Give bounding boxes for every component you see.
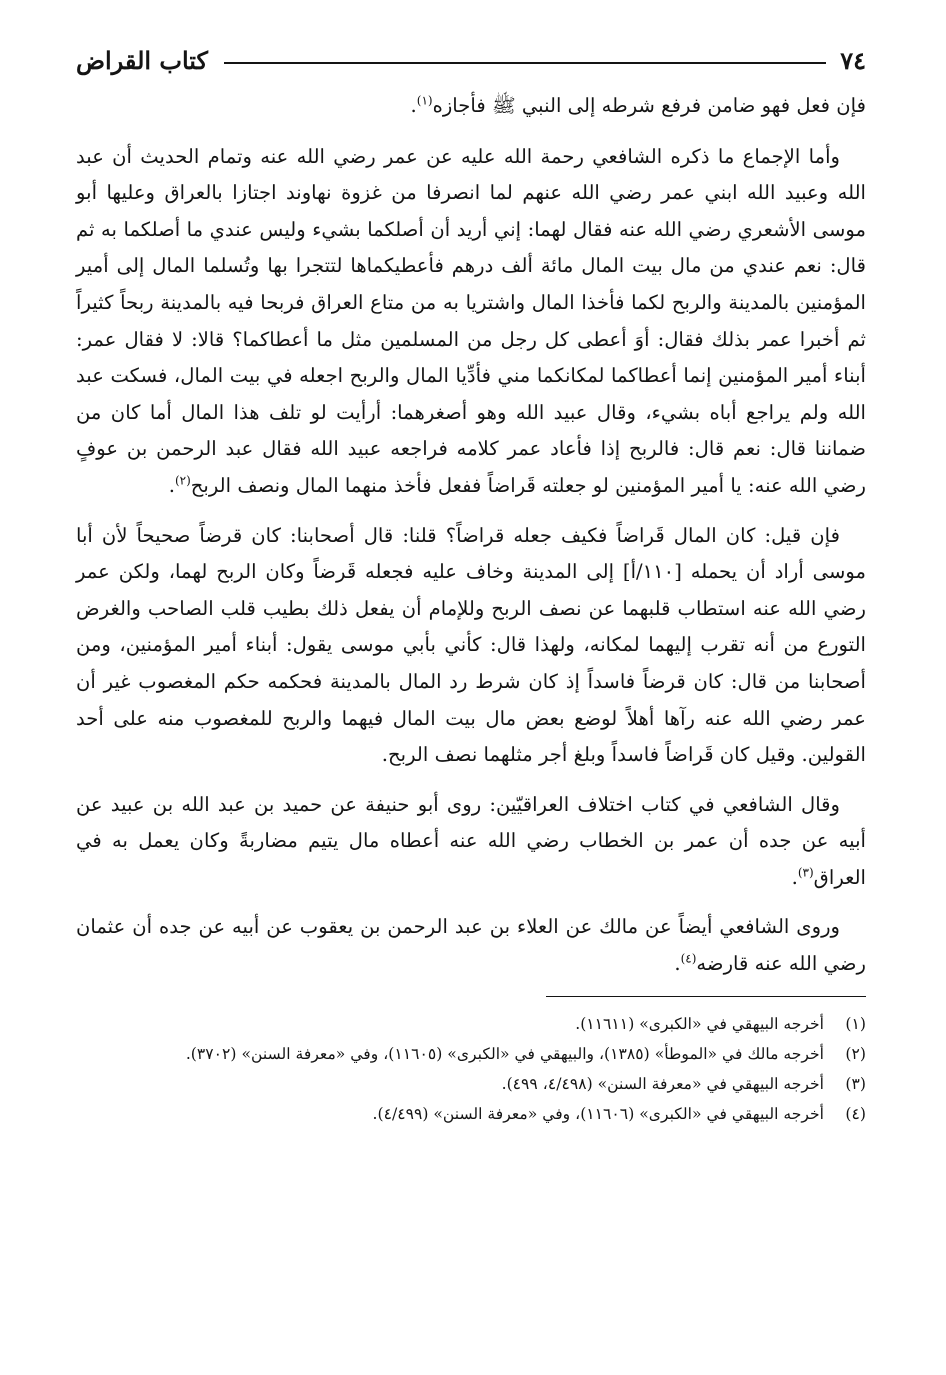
- page-number: ٧٤: [840, 45, 866, 75]
- footnotes: [76, 1009, 866, 1129]
- paragraph-text: فإن قيل: كان المال قَراضاً فكيف جعله قراضاً؟ قلنا: قال أصحابنا: كان قرضاً صحيحاً لأن أبا موسى أراد أن يحمله [١١٠/أ] إلى المدينة وخاف عليه فجعله قَرضاً وكان الربح لهما، ولكن عمر رضي الله عنه استطاب قلبهما عن نصف الربح وللإمام أن يفعل ذلك بطيب قلب الصاحب والغرض التورع من أنه تقرب إليهما لمكانه، ولهذا قال: كأني بأبي موسى يقول: أبناء أمير المؤمنين، ومن أصحابنا من قال: كان قرضاً فاسداً إذ كان شرط رد المال بالمدينة فحكمه حكم المغصوب غير أن عمر رضي الله عنه رآها أهلاً لوضع بعض مال بيت المال فيهما والربح للمغصوب منه على أحد القولين. وقيل كان قَراضاً فاسداً وبلغ أجر مثلهما نصف الربح.: [76, 523, 866, 767]
- footnote-mark: (٢): [174, 473, 191, 488]
- page-header: [76, 40, 866, 80]
- footnote-mark: (٤): [680, 951, 697, 966]
- footnote: [76, 1009, 866, 1039]
- footnote-text: أخرجه مالك في «الموطأ» (١٣٨٥)، والبيهقي في «الكبرى» (١١٦٠٥)، وفي «معرفة السنن» (٣٧٠٢).: [185, 1044, 824, 1063]
- footnote-number: (٤): [845, 1104, 866, 1123]
- footnote-number: (٢): [845, 1044, 866, 1063]
- header-rule: [224, 62, 826, 64]
- footnote-text: أخرجه البيهقي في «الكبرى» (١١٦١١).: [575, 1014, 824, 1033]
- footnote: [76, 1039, 866, 1069]
- footnote-rule: [546, 996, 866, 997]
- paragraph: [76, 518, 866, 774]
- footnote-mark: (١): [416, 93, 433, 108]
- footnote-text: أخرجه البيهقي في «الكبرى» (١١٦٠٦)، وفي «معرفة السنن» (٤/٤٩٩).: [372, 1104, 824, 1123]
- paragraph-text: وروى الشافعي أيضاً عن مالك عن العلاء بن عبد الرحمن بن يعقوب عن أبيه عن جده أن عثمان رضي الله عنه قارضه: [76, 915, 866, 976]
- footnote-number: (٣): [845, 1074, 866, 1093]
- paragraph-text: وقال الشافعي في كتاب اختلاف العراقيّين: روى أبو حنيفة عن حميد بن عبد الله بن عبيد عن أبيه عن جده أن عمر بن الخطاب رضي الله عنه أعطاه مال يتيم مضاربةً وكان يعمل به في العراق: [76, 792, 866, 889]
- paragraph-text: فإن فعل فهو ضامن فرفع شرطه إلى النبي ﷺ فأجازه: [432, 94, 866, 117]
- main-text: [76, 88, 866, 983]
- paragraph-text: وأما الإجماع ما ذكره الشافعي رحمة الله عليه عن عمر رضي الله عنه وتمام الحديث أن عبد الله وعبيد الله ابني عمر رضي الله عنهم لما انصرفا من غزوة نهاوند اجتازا بالعراق وعليها أبو موسى الأشعري رضي الله عنه فقال لهما: إني أريد أن أصلكما بشيء وليس عندي ما أصلكما به ثم قال: نعم عندي من مال بيت المال مائة ألف درهم فأعطيكماها لتتجرا بها وتُسلما المال إلى أمير المؤمنين بالمدينة والربح لكما فأخذا المال واشتريا به من متاع العراق فربحا فيه بالمدينة ربحاً كثيراً ثم أخبرا عمر بذلك فقال: أوَ أعطى كل رجل من المسلمين مثل ما أعطاكما؟ قالا: لا فقال عمر: أبناء أمير المؤمنين إنما أعطاكما لمكانكما مني فأدِّيا المال والربح اجعله في بيت المال، فسكت عبد الله ولم يراجع أباه بشيء، وقال عبيد الله وهو أصغرهما: أرأيت لو تلف هذا المال أما كان من ضماننا قال: نعم قال: فالربح إذا فأعاد عمر كلامه فراجعه عبيد الله فقال عبد الرحمن بن عوفٍ رضي الله عنه: يا أمير المؤمنين لو جعلته قَراضاً ففعل فأخذ منهما المال ونصف الربح: [76, 144, 866, 497]
- paragraph: فإن فعل فهو ضامن فرفع شرطه إلى النبي ﷺ فأجازه$^{(١)}$.: [410, 93, 866, 117]
- footnote: [76, 1099, 866, 1129]
- footnote-mark: (٣): [797, 865, 814, 880]
- book-title: كتاب القراض: [76, 45, 208, 75]
- footnote: [76, 1069, 866, 1099]
- paragraph: وروى الشافعي أيضاً عن مالك عن العلاء بن عبد الرحمن بن يعقوب عن أبيه عن جده أن عثمان رضي الله عنه قارضه$^{(٤)}$.: [76, 915, 866, 976]
- footnote-text: أخرجه البيهقي في «معرفة السنن» (٤/٤٩٨، ٤٩٩).: [501, 1074, 824, 1093]
- paragraph: وأما الإجماع ما ذكره الشافعي رحمة الله عليه عن عمر رضي الله عنه وتمام الحديث أن عبد الله وعبيد الله ابني عمر رضي الله عنهم لما انصرفا من غزوة نهاوند اجتازا بالعراق وعليها أبو موسى الأشعري رضي الله عنه فقال لهما: إني أريد أن أصلكما بشيء وليس عندي ما أصلكما به ثم قال: نعم عندي من مال بيت المال مائة ألف درهم فأعطيكماها لتتجرا بها وتُسلما المال إلى أمير المؤمنين بالمدينة والربح لكما فأخذا المال واشتريا به من متاع العراق فربحا فيه بالمدينة ربحاً كثيراً ثم أخبرا عمر بذلك فقال: أوَ أعطى كل رجل من المسلمين مثل ما أعطاكما؟ قالا: لا فقال عمر: أبناء أمير المؤمنين إنما أعطاكما لمكانكما مني فأدِّيا المال والربح اجعله في بيت المال، فسكت عبد الله ولم يراجع أباه بشيء، وقال عبيد الله وهو أصغرهما: أرأيت لو تلف هذا المال أما كان من ضماننا قال: نعم قال: فالربح إذا فأعاد عمر كلامه فراجعه عبيد الله فقال عبد الرحمن بن عوفٍ رضي الله عنه: يا أمير المؤمنين لو جعلته قَراضاً ففعل فأخذ منهما المال ونصف الربح$^{(٢)}$.: [76, 144, 866, 497]
- paragraph: وقال الشافعي في كتاب اختلاف العراقيّين: روى أبو حنيفة عن حميد بن عبد الله بن عبيد عن أبيه عن جده أن عمر بن الخطاب رضي الله عنه أعطاه مال يتيم مضاربةً وكان يعمل به في العراق$^{(٣)}$.: [76, 792, 866, 889]
- footnote-number: (١): [845, 1014, 866, 1033]
